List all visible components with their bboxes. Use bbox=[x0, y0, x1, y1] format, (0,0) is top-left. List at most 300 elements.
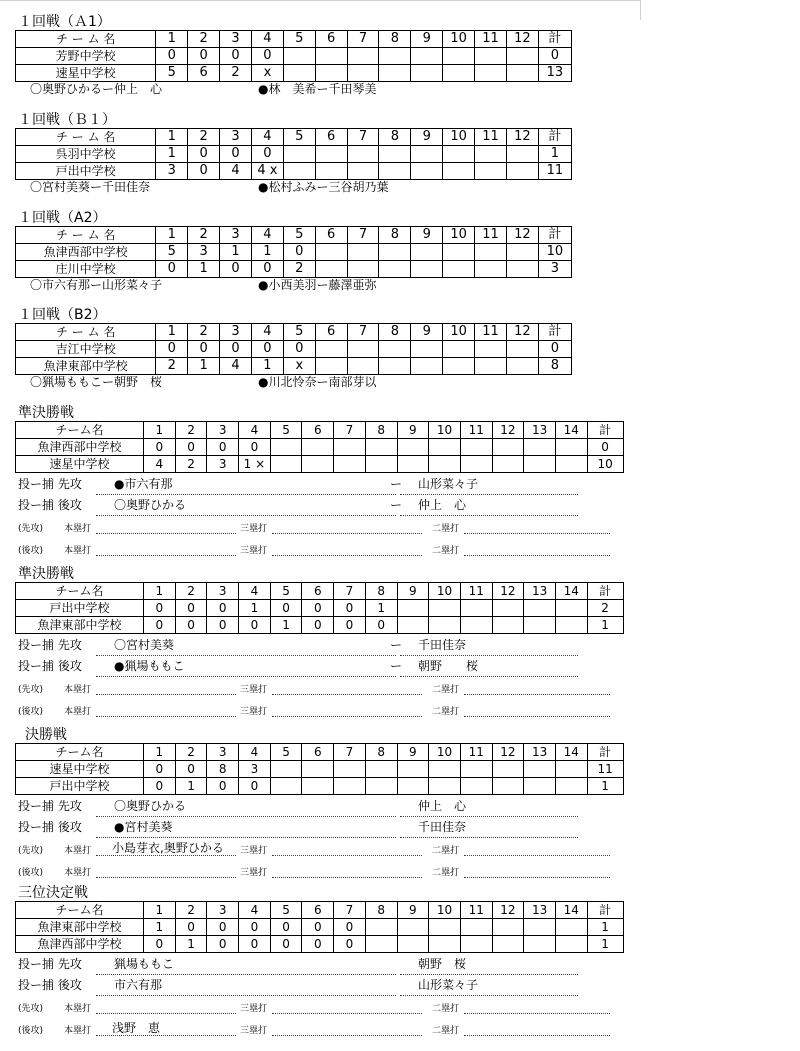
total-score: 13 bbox=[538, 65, 571, 82]
battery-label: 投ー捕 後攻 bbox=[18, 978, 82, 992]
triple-underline bbox=[272, 999, 422, 1014]
homerun-label: 本塁打 bbox=[64, 1004, 92, 1014]
inning-score bbox=[334, 761, 366, 778]
team-name-header: チーム名 bbox=[16, 744, 144, 761]
inning-score: 0 bbox=[270, 919, 302, 936]
inning-header: 10 bbox=[429, 902, 461, 919]
inning-score: 1 bbox=[220, 244, 252, 261]
battery-follow: ●林 美希ー千田琴美 bbox=[258, 82, 377, 96]
inning-score bbox=[460, 439, 492, 456]
team-name-header: チ ー ム 名 bbox=[16, 227, 156, 244]
total-score: 10 bbox=[538, 244, 571, 261]
battery-row bbox=[18, 796, 578, 816]
inning-score: 0 bbox=[283, 341, 315, 358]
inning-header: 8 bbox=[365, 902, 397, 919]
inning-score bbox=[334, 439, 366, 456]
inning-score: 0 bbox=[239, 936, 271, 953]
inning-score bbox=[475, 163, 507, 180]
inning-score bbox=[475, 244, 507, 261]
triple-label: 三塁打 bbox=[240, 846, 268, 856]
inning-score: 5 bbox=[156, 65, 188, 82]
team-name-header: チーム名 bbox=[16, 422, 144, 439]
homerun-underline bbox=[96, 519, 236, 534]
inning-score: 0 bbox=[334, 936, 366, 953]
header-row bbox=[16, 129, 572, 146]
inning-score bbox=[429, 617, 461, 634]
inning-score bbox=[492, 600, 524, 617]
inning-header: 6 bbox=[302, 583, 334, 600]
inning-score bbox=[347, 261, 379, 278]
inning-header: 8 bbox=[365, 744, 397, 761]
inning-header: 1 bbox=[156, 227, 188, 244]
inning-score bbox=[460, 600, 492, 617]
team-row bbox=[16, 163, 572, 180]
team-row bbox=[16, 48, 572, 65]
inning-score bbox=[506, 48, 538, 65]
homerun-label: 本塁打 bbox=[64, 524, 92, 534]
inning-score bbox=[334, 456, 366, 473]
battery-follow: ●松村ふみー三谷胡乃葉 bbox=[258, 180, 389, 194]
battery-lead: 〇猟場ももこー朝野 桜 bbox=[30, 375, 163, 389]
inning-header: 4 bbox=[239, 583, 271, 600]
inning-score bbox=[443, 341, 475, 358]
inning-score bbox=[460, 936, 492, 953]
homerun-underline bbox=[96, 863, 236, 878]
inning-score: 0 bbox=[144, 439, 176, 456]
homerun-players: 小島芽衣,奥野ひかる bbox=[112, 841, 224, 855]
triple-label: 三塁打 bbox=[240, 868, 268, 878]
inning-header: 3 bbox=[220, 129, 252, 146]
inning-score bbox=[365, 439, 397, 456]
inning-header: 2 bbox=[175, 422, 207, 439]
inning-score bbox=[524, 600, 556, 617]
catcher-name: 朝野 桜 bbox=[418, 957, 467, 971]
inning-score bbox=[429, 600, 461, 617]
inning-header: 9 bbox=[397, 744, 429, 761]
inning-score bbox=[365, 761, 397, 778]
team-name-header: チ ー ム 名 bbox=[16, 31, 156, 48]
inning-header: 8 bbox=[379, 324, 411, 341]
inning-header: 6 bbox=[315, 324, 347, 341]
inning-score bbox=[365, 936, 397, 953]
hits-row bbox=[18, 841, 610, 857]
inning-score bbox=[506, 146, 538, 163]
inning-header: 2 bbox=[188, 227, 220, 244]
inning-header: 7 bbox=[347, 227, 379, 244]
triple-label: 三塁打 bbox=[240, 1026, 268, 1036]
pitcher-name: 市六有那 bbox=[114, 978, 163, 992]
inning-score: 0 bbox=[251, 261, 283, 278]
double-label: 二塁打 bbox=[432, 1026, 460, 1036]
total-header: 計 bbox=[587, 744, 623, 761]
inning-score bbox=[555, 778, 587, 795]
triple-label: 三塁打 bbox=[240, 685, 268, 695]
inning-score bbox=[506, 341, 538, 358]
triple-underline bbox=[272, 863, 422, 878]
inning-header: 9 bbox=[411, 227, 443, 244]
inning-header: 8 bbox=[379, 31, 411, 48]
inning-header: 14 bbox=[555, 583, 587, 600]
team-row bbox=[16, 341, 572, 358]
inning-score bbox=[365, 456, 397, 473]
game-title: １回戦（B2） bbox=[18, 307, 107, 323]
inning-score bbox=[506, 244, 538, 261]
team-name: 魚津東部中学校 bbox=[16, 617, 144, 634]
inning-score: 0 bbox=[302, 936, 334, 953]
battery-label: 投ー捕 後攻 bbox=[18, 820, 82, 834]
team-row bbox=[16, 919, 624, 936]
battery-label: 投ー捕 先攻 bbox=[18, 799, 82, 813]
inning-score bbox=[475, 65, 507, 82]
inning-score bbox=[302, 456, 334, 473]
inning-header: 3 bbox=[207, 422, 239, 439]
inning-score: 3 bbox=[156, 163, 188, 180]
inning-header: 5 bbox=[283, 324, 315, 341]
inning-score: 0 bbox=[220, 146, 252, 163]
inning-header: 13 bbox=[524, 744, 556, 761]
battery-label: 投ー捕 後攻 bbox=[18, 659, 82, 673]
inning-score bbox=[492, 919, 524, 936]
inning-score: x bbox=[283, 358, 315, 375]
inning-header: 3 bbox=[207, 902, 239, 919]
inning-score: 1 bbox=[175, 936, 207, 953]
hits-row bbox=[18, 680, 610, 696]
inning-score: 0 bbox=[144, 936, 176, 953]
header-row bbox=[16, 902, 624, 919]
team-tag: (先攻) bbox=[18, 524, 44, 534]
total-score: 3 bbox=[538, 261, 571, 278]
total-score: 2 bbox=[587, 600, 623, 617]
inning-score bbox=[506, 261, 538, 278]
inning-score: 0 bbox=[188, 48, 220, 65]
team-tag: (後攻) bbox=[18, 707, 44, 717]
catcher-name: 千田佳奈 bbox=[418, 820, 467, 834]
inning-score bbox=[492, 456, 524, 473]
inning-header: 2 bbox=[175, 744, 207, 761]
double-underline bbox=[464, 702, 610, 717]
inning-score bbox=[397, 600, 429, 617]
inning-header: 4 bbox=[239, 744, 271, 761]
inning-header: 10 bbox=[443, 324, 475, 341]
inning-header: 11 bbox=[460, 422, 492, 439]
inning-header: 13 bbox=[524, 422, 556, 439]
inning-score bbox=[270, 439, 302, 456]
total-score: 1 bbox=[587, 919, 623, 936]
team-tag: (先攻) bbox=[18, 1004, 44, 1014]
triple-label: 三塁打 bbox=[240, 524, 268, 534]
inning-score: 1 bbox=[188, 261, 220, 278]
game-title: 決勝戦 bbox=[25, 727, 67, 743]
inning-score bbox=[347, 244, 379, 261]
game-title: １回戦（Ｂ１） bbox=[18, 112, 116, 128]
inning-score bbox=[555, 439, 587, 456]
team-tag: (先攻) bbox=[18, 685, 44, 695]
header-row bbox=[16, 227, 572, 244]
inning-score bbox=[443, 65, 475, 82]
pitcher-name: 〇奥野ひかる bbox=[114, 498, 187, 512]
inning-score bbox=[429, 919, 461, 936]
inning-header: 1 bbox=[156, 31, 188, 48]
inning-score bbox=[270, 778, 302, 795]
inning-header: 1 bbox=[144, 902, 176, 919]
inning-score bbox=[460, 919, 492, 936]
inning-score bbox=[334, 778, 366, 795]
inning-score: 0 bbox=[207, 936, 239, 953]
inning-score bbox=[506, 65, 538, 82]
team-name: 速星中学校 bbox=[16, 761, 144, 778]
team-name-header: チ ー ム 名 bbox=[16, 324, 156, 341]
inning-header: 11 bbox=[475, 31, 507, 48]
triple-underline bbox=[272, 841, 422, 856]
homerun-underline bbox=[96, 999, 236, 1014]
catcher-name: 仲上 心 bbox=[418, 799, 467, 813]
team-name: 魚津西部中学校 bbox=[16, 936, 144, 953]
inning-score: 0 bbox=[144, 761, 176, 778]
team-name: 速星中学校 bbox=[16, 65, 156, 82]
total-header: 計 bbox=[587, 422, 623, 439]
battery-row bbox=[18, 635, 578, 655]
inning-score bbox=[379, 146, 411, 163]
inning-score bbox=[460, 761, 492, 778]
inning-header: 12 bbox=[492, 902, 524, 919]
header-row bbox=[16, 583, 624, 600]
total-score: 8 bbox=[538, 358, 571, 375]
inning-header: 7 bbox=[334, 744, 366, 761]
inning-header: 10 bbox=[443, 31, 475, 48]
total-header: 計 bbox=[587, 902, 623, 919]
inning-score: 0 bbox=[156, 48, 188, 65]
inning-score: 0 bbox=[334, 919, 366, 936]
battery-row bbox=[18, 817, 578, 837]
inning-score: 0 bbox=[144, 617, 176, 634]
inning-score: 1 × bbox=[239, 456, 271, 473]
team-name: 魚津西部中学校 bbox=[16, 244, 156, 261]
top-border-line bbox=[0, 0, 640, 1]
inning-header: 1 bbox=[156, 324, 188, 341]
game-title: 三位決定戦 bbox=[18, 885, 88, 901]
inning-header: 2 bbox=[175, 902, 207, 919]
inning-score bbox=[397, 778, 429, 795]
inning-score: 3 bbox=[239, 761, 271, 778]
triple-label: 三塁打 bbox=[240, 1004, 268, 1014]
inning-score bbox=[397, 761, 429, 778]
inning-score bbox=[347, 146, 379, 163]
triple-underline bbox=[272, 680, 422, 695]
inning-score bbox=[443, 146, 475, 163]
inning-score bbox=[492, 439, 524, 456]
inning-score bbox=[315, 261, 347, 278]
inning-header: 4 bbox=[251, 129, 283, 146]
inning-header: 14 bbox=[555, 902, 587, 919]
inning-header: 5 bbox=[270, 583, 302, 600]
inning-score bbox=[506, 163, 538, 180]
inning-header: 7 bbox=[347, 129, 379, 146]
inning-score: 2 bbox=[156, 358, 188, 375]
inning-score: 0 bbox=[365, 617, 397, 634]
scoreboard-table bbox=[15, 743, 624, 795]
inning-header: 7 bbox=[334, 902, 366, 919]
inning-score: 8 bbox=[207, 761, 239, 778]
inning-header: 5 bbox=[270, 744, 302, 761]
inning-header: 14 bbox=[555, 744, 587, 761]
inning-header: 10 bbox=[429, 744, 461, 761]
double-underline bbox=[464, 519, 610, 534]
inning-header: 11 bbox=[460, 744, 492, 761]
dash-separator: ー bbox=[390, 498, 403, 512]
total-score: 1 bbox=[587, 617, 623, 634]
inning-score: 0 bbox=[175, 600, 207, 617]
inning-header: 6 bbox=[315, 129, 347, 146]
pitcher-name: 猟場ももこ bbox=[114, 957, 175, 971]
double-label: 二塁打 bbox=[432, 1004, 460, 1014]
team-name: 魚津西部中学校 bbox=[16, 439, 144, 456]
inning-score bbox=[302, 778, 334, 795]
inning-score: 0 bbox=[239, 919, 271, 936]
double-underline bbox=[464, 999, 610, 1014]
battery-lead: 〇宮村美葵ー千田佳奈 bbox=[30, 180, 151, 194]
inning-score: 1 bbox=[188, 358, 220, 375]
inning-score: 0 bbox=[334, 600, 366, 617]
inning-score bbox=[411, 358, 443, 375]
team-name-header: チーム名 bbox=[16, 583, 144, 600]
team-row bbox=[16, 65, 572, 82]
inning-score: 4 bbox=[144, 456, 176, 473]
inning-header: 3 bbox=[207, 744, 239, 761]
inning-score: x bbox=[251, 65, 283, 82]
inning-score: 0 bbox=[207, 617, 239, 634]
inning-header: 11 bbox=[460, 583, 492, 600]
triple-label: 三塁打 bbox=[240, 546, 268, 556]
inning-score: 0 bbox=[175, 617, 207, 634]
inning-score bbox=[429, 456, 461, 473]
inning-score bbox=[411, 146, 443, 163]
hits-row bbox=[18, 1021, 610, 1037]
inning-score: 0 bbox=[302, 919, 334, 936]
inning-header: 7 bbox=[347, 324, 379, 341]
double-label: 二塁打 bbox=[432, 846, 460, 856]
total-score: 11 bbox=[587, 761, 623, 778]
inning-header: 12 bbox=[492, 422, 524, 439]
inning-score: 0 bbox=[156, 341, 188, 358]
inning-score bbox=[443, 163, 475, 180]
inning-score: 1 bbox=[175, 778, 207, 795]
inning-score bbox=[315, 48, 347, 65]
double-underline bbox=[464, 680, 610, 695]
inning-header: 2 bbox=[188, 129, 220, 146]
inning-header: 7 bbox=[347, 31, 379, 48]
inning-score bbox=[365, 919, 397, 936]
team-row bbox=[16, 244, 572, 261]
inning-score bbox=[283, 146, 315, 163]
battery-row bbox=[18, 474, 578, 494]
inning-score: 0 bbox=[239, 439, 271, 456]
double-underline bbox=[464, 841, 610, 856]
inning-score bbox=[492, 778, 524, 795]
game-title: １回戦（Ａ1） bbox=[18, 14, 111, 30]
inning-score bbox=[379, 48, 411, 65]
catcher-name: 仲上 心 bbox=[418, 498, 467, 512]
inning-header: 12 bbox=[506, 227, 538, 244]
inning-score bbox=[555, 617, 587, 634]
total-header: 計 bbox=[538, 31, 571, 48]
scoreboard-table bbox=[15, 128, 572, 180]
game-title: 準決勝戦 bbox=[18, 566, 74, 582]
inning-score: 0 bbox=[175, 919, 207, 936]
inning-header: 4 bbox=[239, 422, 271, 439]
inning-header: 5 bbox=[283, 31, 315, 48]
team-row bbox=[16, 261, 572, 278]
inning-header: 1 bbox=[156, 129, 188, 146]
inning-header: 12 bbox=[506, 31, 538, 48]
inning-header: 3 bbox=[220, 324, 252, 341]
hits-row bbox=[18, 999, 610, 1015]
total-score: 0 bbox=[538, 341, 571, 358]
double-label: 二塁打 bbox=[432, 546, 460, 556]
inning-score bbox=[524, 456, 556, 473]
inning-score bbox=[524, 617, 556, 634]
battery-label: 投ー捕 先攻 bbox=[18, 957, 82, 971]
inning-score bbox=[443, 261, 475, 278]
inning-score bbox=[283, 48, 315, 65]
inning-score bbox=[347, 163, 379, 180]
inning-header: 9 bbox=[411, 324, 443, 341]
team-tag: (後攻) bbox=[18, 1026, 44, 1036]
inning-header: 5 bbox=[270, 422, 302, 439]
inning-header: 11 bbox=[460, 902, 492, 919]
inning-score: 0 bbox=[188, 341, 220, 358]
inning-score bbox=[315, 341, 347, 358]
inning-score: 0 bbox=[270, 600, 302, 617]
homerun-underline bbox=[96, 680, 236, 695]
team-row bbox=[16, 358, 572, 375]
team-name: 芳野中学校 bbox=[16, 48, 156, 65]
inning-header: 4 bbox=[251, 31, 283, 48]
inning-score bbox=[411, 244, 443, 261]
inning-score bbox=[411, 48, 443, 65]
inning-score: 0 bbox=[251, 146, 283, 163]
team-row bbox=[16, 456, 624, 473]
inning-header: 2 bbox=[188, 324, 220, 341]
inning-score bbox=[475, 48, 507, 65]
total-score: 0 bbox=[587, 439, 623, 456]
inning-header: 5 bbox=[283, 129, 315, 146]
hits-row bbox=[18, 702, 610, 718]
inning-score bbox=[475, 341, 507, 358]
inning-score: 0 bbox=[188, 146, 220, 163]
team-name-header: チ ー ム 名 bbox=[16, 129, 156, 146]
scoreboard-table bbox=[15, 226, 572, 278]
inning-score bbox=[460, 617, 492, 634]
inning-score: 4 x bbox=[251, 163, 283, 180]
inning-score bbox=[315, 146, 347, 163]
inning-score: 0 bbox=[334, 617, 366, 634]
inning-header: 8 bbox=[365, 583, 397, 600]
inning-score bbox=[460, 778, 492, 795]
battery-row bbox=[18, 656, 578, 676]
inning-score bbox=[492, 936, 524, 953]
inning-score: 3 bbox=[207, 456, 239, 473]
inning-score bbox=[555, 600, 587, 617]
inning-score: 0 bbox=[220, 341, 252, 358]
homerun-label: 本塁打 bbox=[64, 846, 92, 856]
total-header: 計 bbox=[587, 583, 623, 600]
double-label: 二塁打 bbox=[432, 524, 460, 534]
battery-row bbox=[18, 495, 578, 515]
inning-score bbox=[492, 761, 524, 778]
dash-separator: ー bbox=[390, 477, 403, 491]
team-row bbox=[16, 146, 572, 163]
team-name: 魚津東部中学校 bbox=[16, 358, 156, 375]
